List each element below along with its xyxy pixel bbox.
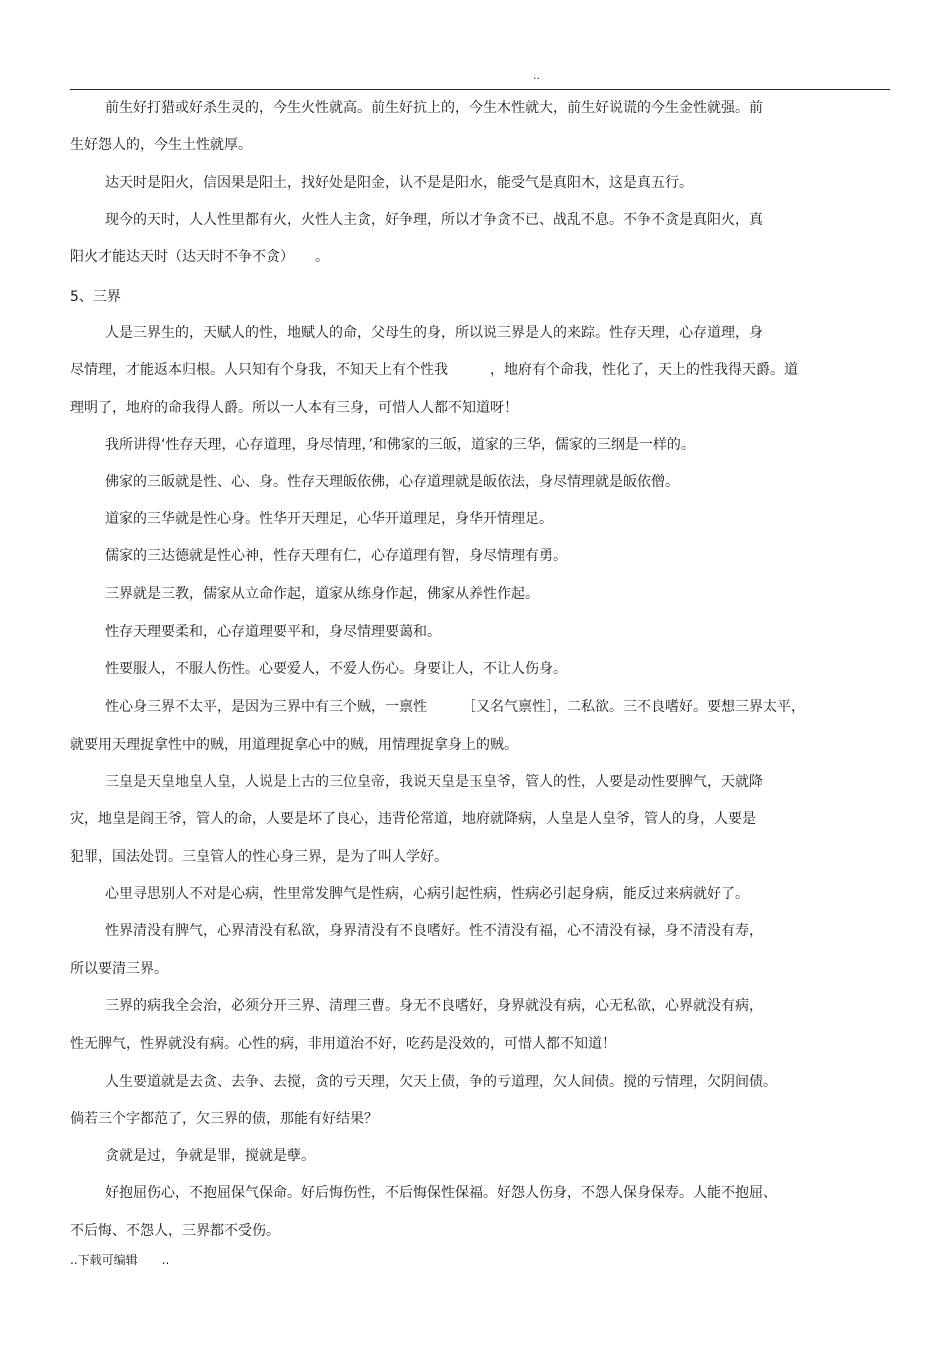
section-heading: 5、三界 — [70, 289, 121, 305]
paragraph-line: 人是三界生的，天赋人的性，地赋人的命，父母生的身，所以说三界是人的来踪。性存天理，心存道理，身 — [105, 325, 763, 341]
paragraph-line: 贪就是过，争就是罪，搅就是孽。 — [105, 1148, 315, 1164]
paragraph-line: 好抱屈伤心，不抱屈保气保命。好后悔伤性，不后悔保性保福。好怨人伤身，不怨人保身保寿。人能不抱屈、 — [105, 1185, 777, 1201]
paragraph-line: 理明了，地府的命我得人爵。所以一人本有三身，可惜人人都不知道呀！ — [70, 400, 518, 416]
paragraph-line: 儒家的三达德就是性心神，性存天理有仁，心存道理有智，身尽情理有勇。 — [105, 548, 567, 564]
paragraph-line: 所以要清三界。 — [70, 961, 168, 977]
paragraph-line: 性要服人，不服人伤性。心要爱人，不爱人伤心。身要让人，不让人伤身。 — [105, 661, 567, 677]
paragraph-line: 性存天理要柔和，心存道理要平和，身尽情理要蔼和。 — [105, 624, 441, 640]
paragraph-line: 灾，地皇是阎王爷，管人的命，人要是坏了良心，违背伦常道，地府就降病，人皇是人皇爷，管人的身，人要是 — [70, 811, 756, 827]
paragraph-line: 性心身三界不太平，是因为三界中有三个贼，一禀性 ［又名气禀性］，二私欲。三不良嗜好。要想三界太平， — [105, 699, 805, 715]
paragraph-line: 达天时是阳火，信因果是阳土，找好处是阳金，认不是是阳水，能受气是真阳木，这是真五行。 — [105, 175, 693, 191]
page-footer: ..下载可编辑 .. — [70, 1253, 170, 1267]
paragraph-line: 现今的天时，人人性里都有火，火性人主贪，好争理，所以才争贪不已、战乱不息。不争不贪是真阳火，真 — [105, 212, 763, 228]
paragraph-line: 心里寻思别人不对是心病，性里常发脾气是性病，心病引起性病，性病必引起身病，能反过来病就好了。 — [105, 886, 749, 902]
paragraph-line: 佛家的三皈就是性、心、身。性存天理皈依佛，心存道理就是皈依法，身尽情理就是皈依僧。 — [105, 474, 679, 490]
paragraph-line: 三界就是三教，儒家从立命作起，道家从练身作起，佛家从养性作起。 — [105, 586, 539, 602]
paragraph-line: 性界清没有脾气，心界清没有私欲，身界清没有不良嗜好。性不清没有福，心不清没有禄，身不清没有寿， — [105, 923, 763, 939]
paragraph-line: 三皇是天皇地皇人皇，人说是上古的三位皇帝，我说天皇是玉皇爷，管人的性，人要是动性要脾气，天就降 — [105, 774, 763, 790]
paragraph-line: 生好怨人的，今生土性就厚。 — [70, 137, 252, 153]
paragraph-line: 犯罪，国法处罚。三皇管人的性心身三界，是为了叫人学好。 — [70, 849, 448, 865]
header-rule — [70, 89, 890, 90]
header-mark: .. — [533, 69, 540, 82]
paragraph-line: 人生要道就是去贪、去争、去搅，贪的亏天理，欠天上债，争的亏道理，欠人间债。搅的亏情理，欠阴间债。 — [105, 1074, 777, 1090]
paragraph-line: 就要用天理捉拿性中的贼，用道理捉拿心中的贼，用情理捉拿身上的贼。 — [70, 737, 518, 753]
paragraph-line: 阳火才能达天时（达天时不争不贪） 。 — [70, 249, 329, 265]
paragraph-line: 尽情理，才能返本归根。人只知有个身我，不知天上有个性我 ，地府有个命我，性化了，天上的性我得天爵。道 — [70, 362, 798, 378]
paragraph-line: 前生好打猎或好杀生灵的，今生火性就高。前生好抗上的，今生木性就大，前生好说谎的今生金性就强。前 — [105, 100, 763, 116]
paragraph-line: 道家的三华就是性心身。性华开天理足，心华开道理足，身华开情理足。 — [105, 511, 553, 527]
paragraph-line: 三界的病我全会治，必须分开三界、清理三曹。身无不良嗜好，身界就没有病，心无私欲，心界就没有病， — [105, 998, 763, 1014]
paragraph-line: 倘若三个字都范了，欠三界的债，那能有好结果？ — [70, 1111, 378, 1127]
paragraph-line: 性无脾气，性界就没有病。心性的病，非用道治不好，吃药是没效的，可惜人都不知道！ — [70, 1036, 616, 1052]
paragraph-line: 不后悔、不怨人，三界都不受伤。 — [70, 1223, 280, 1239]
paragraph-line: 我所讲得‘性存天理，心存道理，身尽情理，’和佛家的三皈，道家的三华，儒家的三纲是一样的。 — [105, 437, 695, 453]
